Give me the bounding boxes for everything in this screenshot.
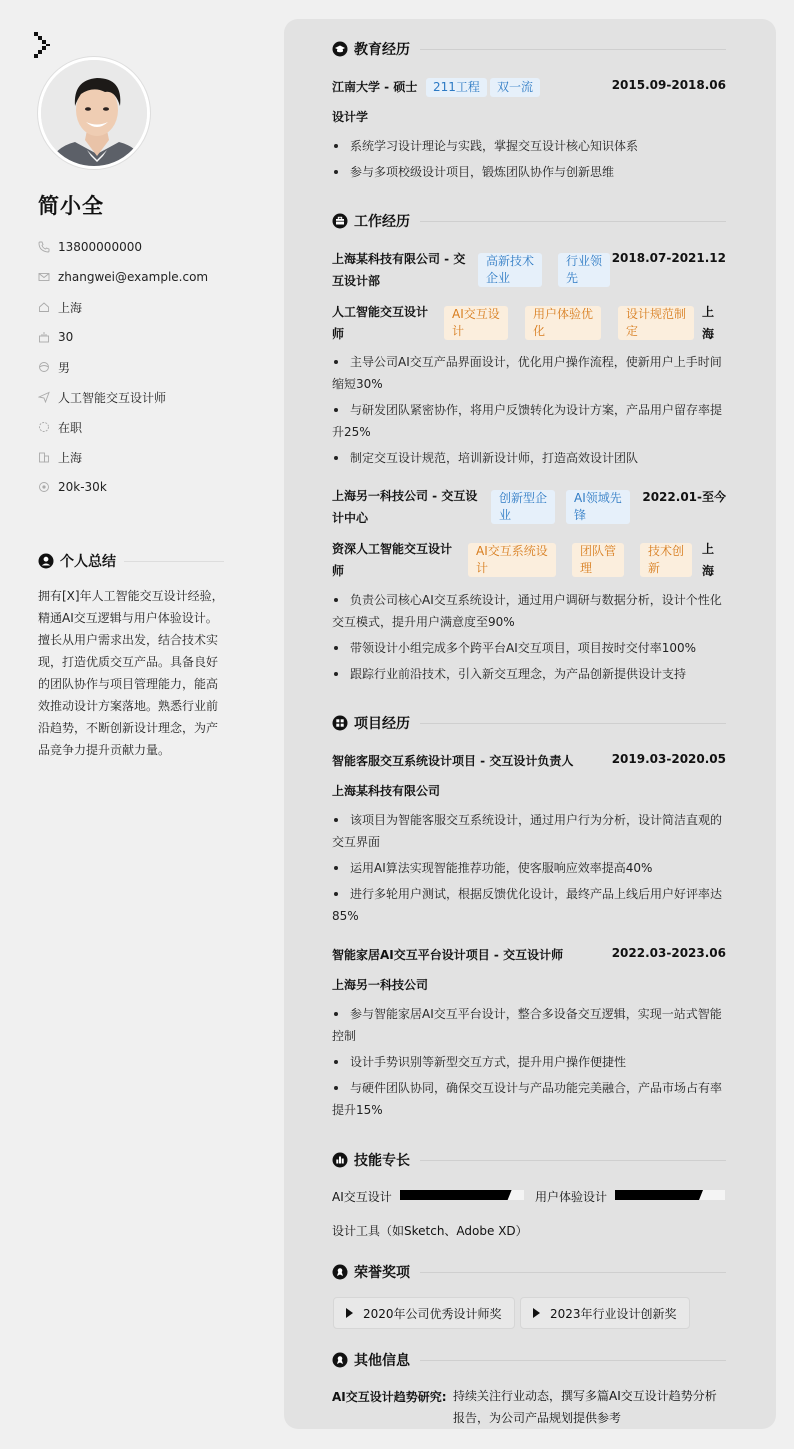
age-icon: [38, 331, 50, 343]
job-company: 上海另一科技公司 - 交互设 计中心: [332, 489, 478, 525]
job-date: 2018.07-2021.12: [611, 251, 726, 265]
role-tag: 团队管 理: [572, 543, 624, 577]
award-icon: [332, 1264, 348, 1280]
skill-fill: [400, 1190, 512, 1200]
education-heading: 教育经历: [332, 39, 726, 59]
company-tag: 创新型企 业: [491, 490, 555, 524]
project-company: 上海某科技有限公司: [332, 784, 441, 798]
award-item: 2020年公司优秀设计师奖: [333, 1297, 515, 1329]
job-bullets: [332, 351, 726, 473]
status-icon: [38, 421, 50, 433]
project-name: 智能家居AI交互平台设计项目 - 交互设计师: [332, 948, 564, 962]
city-icon: [38, 451, 50, 463]
candidate-name: 简小全: [38, 194, 104, 218]
project-date: 2022.03-2023.06: [611, 946, 726, 960]
main-panel: [284, 19, 776, 1429]
contact-email: zhangwei@example.com: [38, 262, 228, 292]
project-date: 2019.03-2020.05: [611, 752, 726, 766]
skill-name: AI交互设计: [332, 1190, 392, 1204]
education-tag: 双一流: [490, 78, 540, 97]
list-item: 与研发团队紧密协作，将用户反馈转化为设计方案，产品用户留存率提升25%: [332, 399, 726, 443]
education-school: 江南大学 - 硕士: [332, 80, 418, 94]
list-item: 设计手势识别等新型交互方式，提升用户操作便捷性: [332, 1051, 726, 1073]
play-icon: [533, 1308, 540, 1318]
bar-chart-icon: [332, 1152, 348, 1168]
education-bullets: [332, 135, 726, 187]
skill-name: 用户体验设计: [535, 1190, 608, 1204]
skill-fill: [615, 1190, 703, 1200]
summary-heading: 个人总结: [38, 551, 224, 571]
contact-city: 上海: [38, 442, 228, 472]
contact-position: 人工智能交互设计师: [38, 382, 228, 412]
avatar-portrait: [41, 60, 150, 169]
list-item: 参与多项校级设计项目，锻炼团队协作与创新思维: [332, 161, 726, 183]
salary-icon: [38, 481, 50, 493]
contact-list: [38, 232, 228, 502]
list-item: 主导公司AI交互产品界面设计，优化用户操作流程，使新用户上手时间缩短30%: [332, 351, 726, 395]
honors-heading: 荣誉奖项: [332, 1262, 726, 1282]
education-major: 设计学: [332, 110, 369, 124]
company-tag: 行业领 先: [558, 253, 610, 287]
list-item: 负责公司核心AI交互系统设计，通过用户调研与数据分析，设计个性化交互模式，提升用户满意度至90%: [332, 589, 726, 633]
list-item: 带领设计小组完成多个跨平台AI交互项目，项目按时交付率100%: [332, 637, 726, 659]
project-name: 智能客服交互系统设计项目 - 交互设计负责人: [332, 754, 574, 768]
contact-phone: 13800000000: [38, 232, 228, 262]
role-tag: AI交互系统设 计: [468, 543, 556, 577]
projects-heading: 项目经历: [332, 713, 726, 733]
contact-salary: 20k-30k: [38, 472, 228, 502]
education-date: 2015.09-2018.06: [611, 78, 726, 92]
education-tag: 211工程: [426, 78, 487, 97]
contact-status: 在职: [38, 412, 228, 442]
company-tag: 高新技术 企业: [478, 253, 542, 287]
contact-gender: 男: [38, 352, 228, 382]
list-item: 与硬件团队协同，确保交互设计与产品功能完美融合，产品市场占有率提升15%: [332, 1077, 726, 1121]
user-icon: [38, 553, 54, 569]
list-item: 该项目为智能客服交互系统设计，通过用户行为分析，设计简洁直观的交互界面: [332, 809, 726, 853]
skill-bar: [400, 1190, 524, 1200]
graduation-cap-icon: [332, 41, 348, 57]
logo-icon: [32, 30, 52, 60]
mail-icon: [38, 271, 50, 283]
info-icon: [332, 1352, 348, 1368]
phone-icon: [38, 241, 50, 253]
contact-age: 30: [38, 322, 228, 352]
job-city: 上 海: [702, 542, 715, 578]
summary-text: 拥有[X]年人工智能交互设计经验，精通AI交互逻辑与用户体验设计。擅长从用户需求出发，结合技术实现，打造优质交互产品。具备良好的团队协作与项目管理能力，能高效推动设计方案落地。熟悉行业前沿趋势，不断创新设计理念，为产品竞争力提升贡献力量。: [38, 589, 224, 757]
list-item: 跟踪行业前沿技术，引入新交互理念，为产品创新提供设计支持: [332, 663, 726, 685]
role-tag: 技术创 新: [640, 543, 692, 577]
job-role: 资深人工智能交互设计 师: [332, 542, 453, 578]
role-tag: AI交互设 计: [444, 306, 508, 340]
grid-icon: [332, 715, 348, 731]
play-icon: [346, 1308, 353, 1318]
skill-bar: [615, 1190, 725, 1200]
award-item: 2023年行业设计创新奖: [520, 1297, 690, 1329]
project-bullets: [332, 1003, 726, 1125]
work-heading: 工作经历: [332, 211, 726, 231]
gender-icon: [38, 361, 50, 373]
list-item: 进行多轮用户测试，根据反馈优化设计，最终产品上线后用户好评率达85%: [332, 883, 726, 927]
job-bullets: [332, 589, 726, 689]
company-tag: AI领域先 锋: [566, 490, 630, 524]
skills-heading: 技能专长: [332, 1150, 726, 1170]
project-company: 上海另一科技公司: [332, 978, 429, 992]
other-text: 持续关注行业动态，撰写多篇AI交互设计趋势分析 报告，为公司产品规划提供参考: [453, 1389, 717, 1425]
job-date: 2022.01-至今: [642, 490, 726, 504]
job-city: 上 海: [702, 305, 715, 341]
list-item: 系统学习设计理论与实践，掌握交互设计核心知识体系: [332, 135, 726, 157]
skill-tools: 设计工具（如Sketch、Adobe XD）: [332, 1224, 528, 1238]
briefcase-icon: [332, 213, 348, 229]
other-heading: 其他信息: [332, 1350, 726, 1370]
other-label: AI交互设计趋势研究:: [332, 1390, 447, 1404]
list-item: 制定交互设计规范，培训新设计师，打造高效设计团队: [332, 447, 726, 469]
job-company: 上海某科技有限公司 - 交 互设计部: [332, 252, 466, 288]
avatar: [38, 57, 150, 169]
position-icon: [38, 391, 50, 403]
job-role: 人工智能交互设计 师: [332, 305, 429, 341]
project-bullets: [332, 809, 726, 931]
list-item: 运用AI算法实现智能推荐功能，使客服响应效率提高40%: [332, 857, 726, 879]
list-item: 参与智能家居AI交互平台设计，整合多设备交互逻辑，实现一站式智能控制: [332, 1003, 726, 1047]
role-tag: 设计规范制 定: [618, 306, 694, 340]
home-icon: [38, 301, 50, 313]
contact-home: 上海: [38, 292, 228, 322]
role-tag: 用户体验优 化: [525, 306, 601, 340]
